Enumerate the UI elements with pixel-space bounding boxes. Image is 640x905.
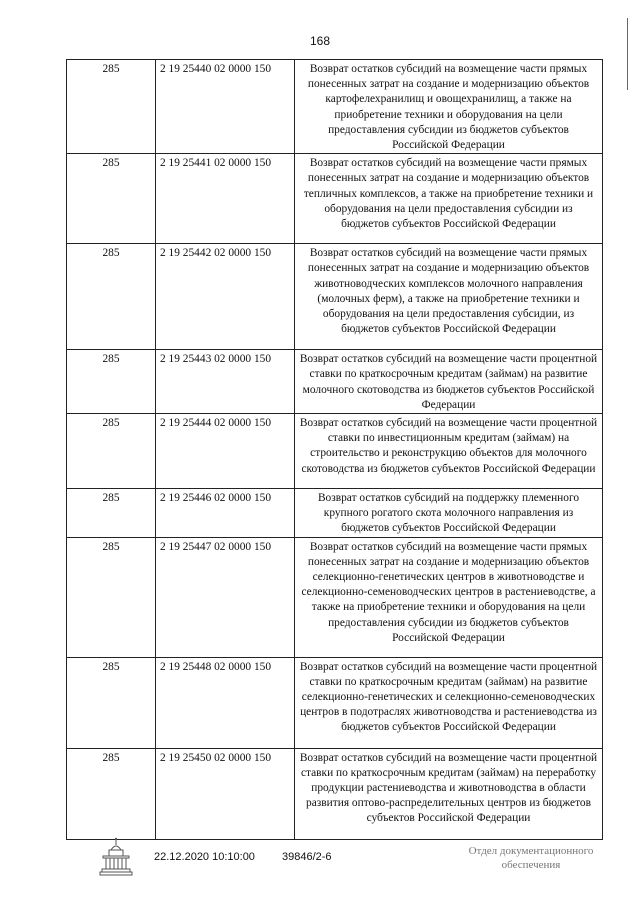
department-stamp-line-2: обеспечения — [501, 859, 561, 871]
budget-code-cell: 2 19 25446 02 0000 150 — [156, 489, 295, 538]
budget-code-cell: 2 19 25442 02 0000 150 — [156, 244, 295, 350]
description-cell: Возврат остатков субсидий на поддержку племенного крупного рогатого скота молочного направления из бюджетов субъектов Российской Федерации — [295, 489, 603, 538]
table-row — [67, 657, 603, 748]
department-stamp — [446, 844, 616, 872]
budget-code-cell: 2 19 25443 02 0000 150 — [156, 350, 295, 414]
budget-code-cell: 2 19 25447 02 0000 150 — [156, 537, 295, 657]
table-row — [67, 244, 603, 350]
budget-codes-table — [66, 59, 603, 840]
admin-code-cell: 285 — [67, 537, 156, 657]
admin-code-cell: 285 — [67, 154, 156, 244]
budget-code-cell: 2 19 25440 02 0000 150 — [156, 60, 295, 154]
admin-code-cell: 285 — [67, 748, 156, 839]
admin-code-cell: 285 — [67, 60, 156, 154]
description-cell: Возврат остатков субсидий на возмещение части процентной ставки по краткосрочным кредитам (займам) на развитие молочного скотоводства из бюджетов субъектов Российской Федерации — [295, 350, 603, 414]
admin-code-cell: 285 — [67, 350, 156, 414]
admin-code-cell: 285 — [67, 657, 156, 748]
budget-code-cell: 2 19 25444 02 0000 150 — [156, 414, 295, 489]
admin-code-cell: 285 — [67, 489, 156, 538]
budget-code-cell: 2 19 25448 02 0000 150 — [156, 657, 295, 748]
description-cell: Возврат остатков субсидий на возмещение части прямых понесенных затрат на создание и модернизацию объектов тепличных комплексов, а также на приобретение техники и оборудования на цели предоставления субсидии из бюджетов субъектов Российской Федерации — [295, 154, 603, 244]
budget-code-cell: 2 19 25450 02 0000 150 — [156, 748, 295, 839]
table-row — [67, 350, 603, 414]
table-row — [67, 537, 603, 657]
table-row — [67, 154, 603, 244]
budget-code-cell: 2 19 25441 02 0000 150 — [156, 154, 295, 244]
page-number: 168 — [309, 34, 331, 48]
description-cell: Возврат остатков субсидий на возмещение части процентной ставки по краткосрочным кредитам (займам) на развитие селекционно-генетических и селекционно-семеноводческих центров в подотраслях животноводства и растениеводства из бюджетов субъектов Российской Федерации — [295, 657, 603, 748]
description-cell: Возврат остатков субсидий на возмещение части прямых понесенных затрат на создание и модернизацию объектов селекционно-генетических центров в животноводстве и селекционно-семеноводческих центров в растениеводстве, а также на приобретение техники и оборудования на цели предоставления субсидии из бюджетов субъектов Российской Федерации — [295, 537, 603, 657]
description-cell: Возврат остатков субсидий на возмещение части прямых понесенных затрат на создание и модернизацию объектов картофелехранилищ и овощехранилищ, а также на приобретение техники и оборудования на цели предоставления субсидии из бюджетов субъектов Российской Федерации — [295, 60, 603, 154]
description-cell: Возврат остатков субсидий на возмещение части прямых понесенных затрат на создание и модернизацию объектов животноводческих комплексов молочного направления (молочных ферм), а также на приобретение техники и оборудования на цели предоставления субсидии, из бюджетов субъектов Российской Федерации — [295, 244, 603, 350]
page-edge-line — [627, 18, 628, 90]
document-datetime: 22.12.2020 10:10:00 — [154, 851, 255, 863]
table-row — [67, 489, 603, 538]
table-row — [67, 414, 603, 489]
admin-code-cell: 285 — [67, 244, 156, 350]
department-stamp-line-1: Отдел документационного — [468, 845, 594, 857]
table-row — [67, 748, 603, 839]
admin-code-cell: 285 — [67, 414, 156, 489]
table-row — [67, 60, 603, 154]
government-building-icon — [99, 836, 133, 878]
description-cell: Возврат остатков субсидий на возмещение части процентной ставки по инвестиционным кредитам (займам) на строительство и реконструкцию объектов для молочного скотоводства из бюджетов субъектов Российской Федерации — [295, 414, 603, 489]
document-code: 39846/2-6 — [282, 851, 332, 863]
description-cell: Возврат остатков субсидий на возмещение части процентной ставки по краткосрочным кредитам (займам) на переработку продукции растениеводства и животноводства в области развития оптово-распределительных центров из бюджетов субъектов Российской Федерации — [295, 748, 603, 839]
